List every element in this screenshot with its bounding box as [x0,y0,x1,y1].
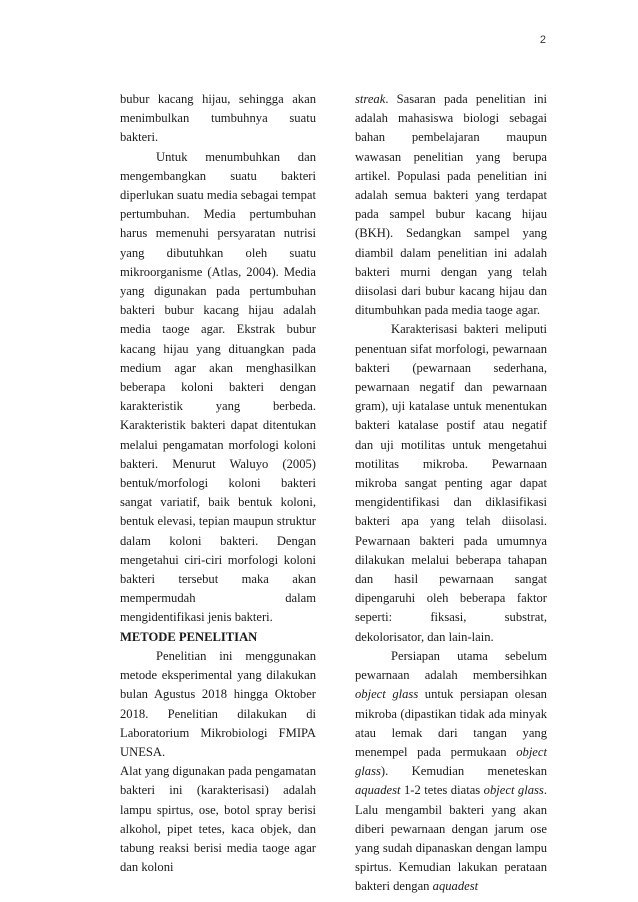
left-paragraph-3: Penelitian ini menggunakan metode eksperimental yang dilakukan bulan Agustus 2018 hingga Oktober 2018. Penelitian dilakukan di Laboratorium Mikrobiologi FMIPA UNESA. [120,648,316,759]
left-paragraph-4: Alat yang digunakan pada pengamatan bakteri ini (karakterisasi) adalah lampu spirtus, ose, botol spray berisi alkohol, pipet tetes, kaca objek, dan tabung reaksi berisi media taoge agar dan koloni [120,764,316,875]
italic-term: aquadest [432,879,479,894]
right-column [355,90,547,897]
left-paragraph-1: bubur kacang hijau, sehingga akan menimbulkan tumbuhnya suatu bakteri. [120,92,316,145]
page-number: 2 [539,34,546,46]
right-paragraph-3 [355,647,547,897]
left-paragraph-2: Untuk menumbuhkan dan mengembangkan suatu bakteri diperlukan suatu media sebagai tempat pertumbuhan. Media pertumbuhan harus memenuhi persyaratan nutrisi yang dibutuhkan oleh suatu mikroorganisme (Atlas, 2004). Media yang digunakan pada pertumbuhan bakteri bubur kacang hijau adalah media taoge agar. Ekstrak bubur kacang hijau yang dituangkan pada medium agar akan menghasilkan beberapa koloni bakteri dengan karakteristik yang berbeda. Karakteristik bakteri dapat ditentukan melalui pengamatan morfologi koloni bakteri. Menurut Waluyo (2005) bentuk/morfologi koloni bakteri sangat variatif, baik bentuk koloni, bentuk elevasi, tepian maupun struktur dalam koloni bakteri. Dengan mengetahui ciri-ciri morfologi koloni bakteri tersebut maka akan mempermudah dalam mengidentifikasi jenis bakteri. [120,149,316,625]
right-paragraph-1 [355,90,547,320]
text-run: Persiapan utama sebelum pewarnaan adalah membersihkan [355,648,547,683]
italic-term: object glass [483,783,544,798]
right-paragraph-2: Karakterisasi bakteri meliputi penentuan sifat morfologi, pewarnaan bakteri (pewarnaan sederhana, pewarnaan negatif dan pewarnaan gram), uji katalase untuk menentukan bakteri katalase postif atau negatif dan uji motilitas untuk mengetahui motilitas mikroba. Pewarnaan mikroba sangat penting agar dapat mengidentifikasi dan diklasifikasi bakteri apa yang telah diisolasi. Pewarnaan bakteri pada umumnya dilakukan melalui beberapa tahapan dan hasil pewarnaan sangat dipengaruhi oleh beberapa faktor seperti: fiksasi, substrat, dekolorisator, dan lain-lain. [355,322,547,644]
italic-term: streak [355,92,386,106]
italic-term: aquadest [355,783,401,798]
text-run: 1-2 tetes diatas [400,783,484,798]
text-run: . Lalu mengambil bakteri yang akan diberi pewarnaan dengan jarum ose yang sudah dipanaskan dengan lampu spirtus. Kemudian lakukan perataan bakteri dengan [355,783,547,894]
text-run: ). Kemudian meneteskan [380,764,547,779]
italic-term: object glass [355,687,419,702]
left-column [120,90,316,877]
text-run: . Sasaran pada penelitian ini adalah mahasiswa biologi sebagai bahan pembelajaran maupun wawasan penelitian yang berupa artikel. Populasi pada penelitian ini adalah semua bakteri yang terdapat pada sampel bubur kacang hijau (BKH). Sedangkan sampel yang diambil dalam penelitian ini adalah bakteri murni dengan yang telah diisolasi dari bubur kacang hijau dan ditumbuhkan pada media taoge agar. [355,92,547,318]
section-heading-metode: METODE PENELITIAN [120,629,258,644]
italic-term: object glass [355,744,547,779]
text-run: untuk persiapan olesan mikroba (dipastikan tidak ada minyak atau lemak dari tangan yang menempel pada permukaan [355,687,547,759]
